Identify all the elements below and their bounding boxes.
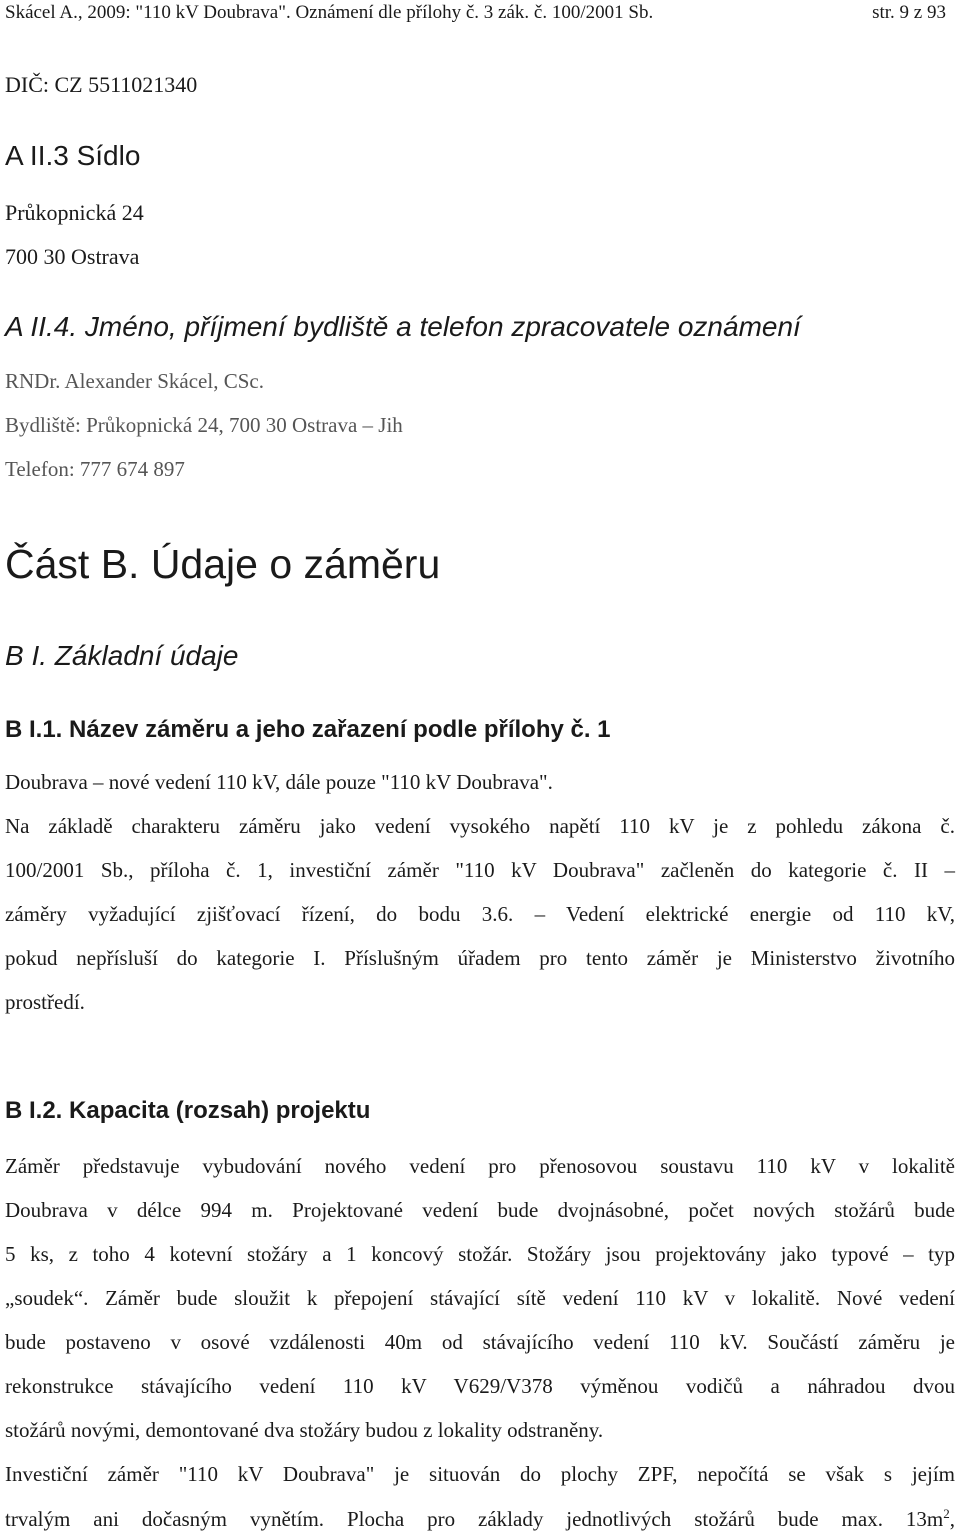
- b11-line-4: záměry vyžadující zjišťovací řízení, do bodu 3.6. – Vedení elektrické energie od 110 kV,: [5, 902, 955, 926]
- b12-line-9-tail: ,: [949, 1507, 955, 1531]
- page-number: str. 9 z 93: [872, 2, 946, 23]
- author-heading: A II.4. Jméno, příjmení bydliště a telefon zpracovatele oznámení: [5, 311, 801, 342]
- b11-line-5: pokud nepřísluší do kategorie I. Příslušným úřadem pro tento záměr je Ministerstvo životního: [5, 946, 955, 970]
- seat-heading-text: A II.3 Sídlo: [5, 140, 141, 171]
- seat-heading: [5, 140, 140, 172]
- b12-line-9-text: trvalým ani dočasným vynětím. Plocha pro základy jednotlivých stožárů bude max. 13m: [5, 1507, 944, 1531]
- header-citation: Skácel A., 2009: "110 kV Doubrava". Oznámení dle přílohy č. 3 zák. č. 100/2001 Sb.: [5, 2, 654, 23]
- b11-heading: B I.1. Název záměru a jeho zařazení podle přílohy č. 1: [5, 716, 611, 743]
- b12-line-9: [5, 1506, 955, 1532]
- author-name: RNDr. Alexander Skácel, CSc.: [5, 369, 264, 393]
- b12-heading: B I.2. Kapacita (rozsah) projektu: [5, 1097, 371, 1124]
- dic-number: DIČ: CZ 5511021340: [5, 72, 198, 97]
- b12-line-2: Doubrava v délce 994 m. Projektované vedení bude dvojnásobné, počet nových stožárů bude: [5, 1198, 955, 1222]
- part-subtitle: B I. Základní údaje: [5, 640, 239, 671]
- b12-line-8: Investiční záměr "110 kV Doubrava" je situován do plochy ZPF, nepočítá se však s jejím: [5, 1462, 955, 1486]
- author-phone: Telefon: 777 674 897: [5, 457, 185, 481]
- b12-line-7: stožárů novými, demontované dva stožáry budou z lokality odstraněny.: [5, 1418, 604, 1442]
- b12-line-5: bude postaveno v osové vzdálenosti 40m od stávajícího vedení 110 kV. Součástí záměru je: [5, 1330, 955, 1354]
- seat-city: 700 30 Ostrava: [5, 244, 140, 269]
- b11-line-3: 100/2001 Sb., příloha č. 1, investiční záměr "110 kV Doubrava" začleněn do kategorie č. II –: [5, 858, 955, 882]
- author-residence: Bydliště: Průkopnická 24, 700 30 Ostrava – Jih: [5, 413, 403, 437]
- b11-line-1: Doubrava – nové vedení 110 kV, dále pouze "110 kV Doubrava".: [5, 770, 553, 794]
- b12-line-4: „soudek“. Záměr bude sloužit k přepojení stávající sítě vedení 110 kV v lokalitě. Nové vedení: [5, 1286, 955, 1310]
- b11-line-2: Na základě charakteru záměru jako vedení vysokého napětí 110 kV je z pohledu zákona č.: [5, 814, 955, 838]
- superscript-2: 2: [943, 1506, 950, 1521]
- b11-line-6: prostředí.: [5, 990, 85, 1014]
- b12-line-6: rekonstrukce stávajícího vedení 110 kV V629/V378 výměnou vodičů a náhradou dvou: [5, 1374, 955, 1398]
- b12-line-3: 5 ks, z toho 4 kotevní stožáry a 1 koncový stožár. Stožáry jsou projektovány jako typové – typ: [5, 1242, 955, 1266]
- seat-street: Průkopnická 24: [5, 200, 144, 225]
- b12-line-1: Záměr představuje vybudování nového vedení pro přenosovou soustavu 110 kV v lokalitě: [5, 1154, 955, 1178]
- part-title: Část B. Údaje o záměru: [5, 541, 441, 587]
